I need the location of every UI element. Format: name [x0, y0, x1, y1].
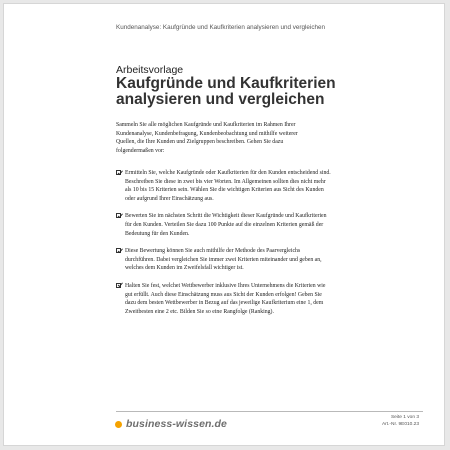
intro-paragraph: Sammeln Sie alle möglichen Kaufgründe und Kaufkriterien im Rahmen Ihrer Kundenanalyse, Kundenbefragung, Kundenbeobachtung und mithilfe weiterer Quellen, die Ihre Kunden und Zielgruppen beschreiben. Gehen Sie dazu folgendermaßen vor:	[116, 122, 298, 154]
checklist	[116, 169, 331, 325]
page-number: Seite 1 von 3	[390, 415, 419, 420]
brand-logo[interactable]	[115, 418, 227, 430]
document-page	[3, 3, 445, 446]
title-line-2: analysieren und vergleichen	[116, 91, 325, 108]
title-line-1: Kaufgründe und Kaufkriterien	[116, 75, 336, 92]
running-header: Kundenanalyse: Kaufgründe und Kaufkriterien analysieren und vergleichen	[116, 24, 325, 31]
checked-box-icon	[116, 170, 121, 175]
checked-box-icon	[116, 248, 121, 253]
logo-dot-icon	[115, 421, 122, 428]
checklist-item	[116, 282, 331, 316]
document-kicker: Arbeitsvorlage	[116, 64, 184, 76]
document-title	[116, 76, 406, 108]
checklist-item-text: Ermitteln Sie, welche Kaufgründe oder Kaufkriterien für den Kunden entscheidend sind. Beschreiben Sie diese in zwei bis vier Worten. Im Allgemeinen sollten dies nicht mehr als 10 bis 15 Kriterien sein. Wählen Sie die wichtigen Kriterien aus Sicht des Kunden oder aufgrund Ihrer Einschätzung aus.	[125, 170, 331, 202]
checklist-item-text: Halten Sie fest, welchet Wettbewerber inklusive Ihres Unternehmens die Kriterien wie gut erfüllt. Auch diese Einschätzung muss aus Sicht der Kunden erfolgen! Geben Sie dazu dem besten Wettbewerber in Bezug auf das jeweilige Kaufkriterium eine 1, dem Zweitbesten eine 2 etc. Bilden Sie so eine Rangfolge (Ranking).	[125, 282, 326, 315]
checklist-item	[116, 247, 331, 273]
checklist-item-text: Diese Bewertung können Sie auch mithilfe der Methode des Paarvergleichs durchführen. Dabei vergleichen Sie immer zwei Kriterien miteinander und geben an, welches dem Kunden im Zweifelsfall wichtiger ist.	[125, 248, 322, 272]
checked-box-icon	[116, 283, 121, 288]
checklist-item-text: Bewerten Sie im nächsten Schritt die Wichtigkeit dieser Kaufgründe und Kaufkriterien für den Kunden. Verteilen Sie dazu 100 Punkte auf die einzelnen Kriterien gemäß der Bedeutung für den Kunden.	[125, 213, 327, 237]
checklist-item	[116, 169, 331, 203]
article-number: Art.-Nr. 9E010.23	[381, 422, 419, 427]
page-meta	[382, 414, 419, 428]
footer-divider	[116, 411, 423, 412]
brand-name: business-wissen.de	[126, 418, 228, 430]
checklist-item	[116, 212, 331, 238]
checked-box-icon	[116, 213, 121, 218]
